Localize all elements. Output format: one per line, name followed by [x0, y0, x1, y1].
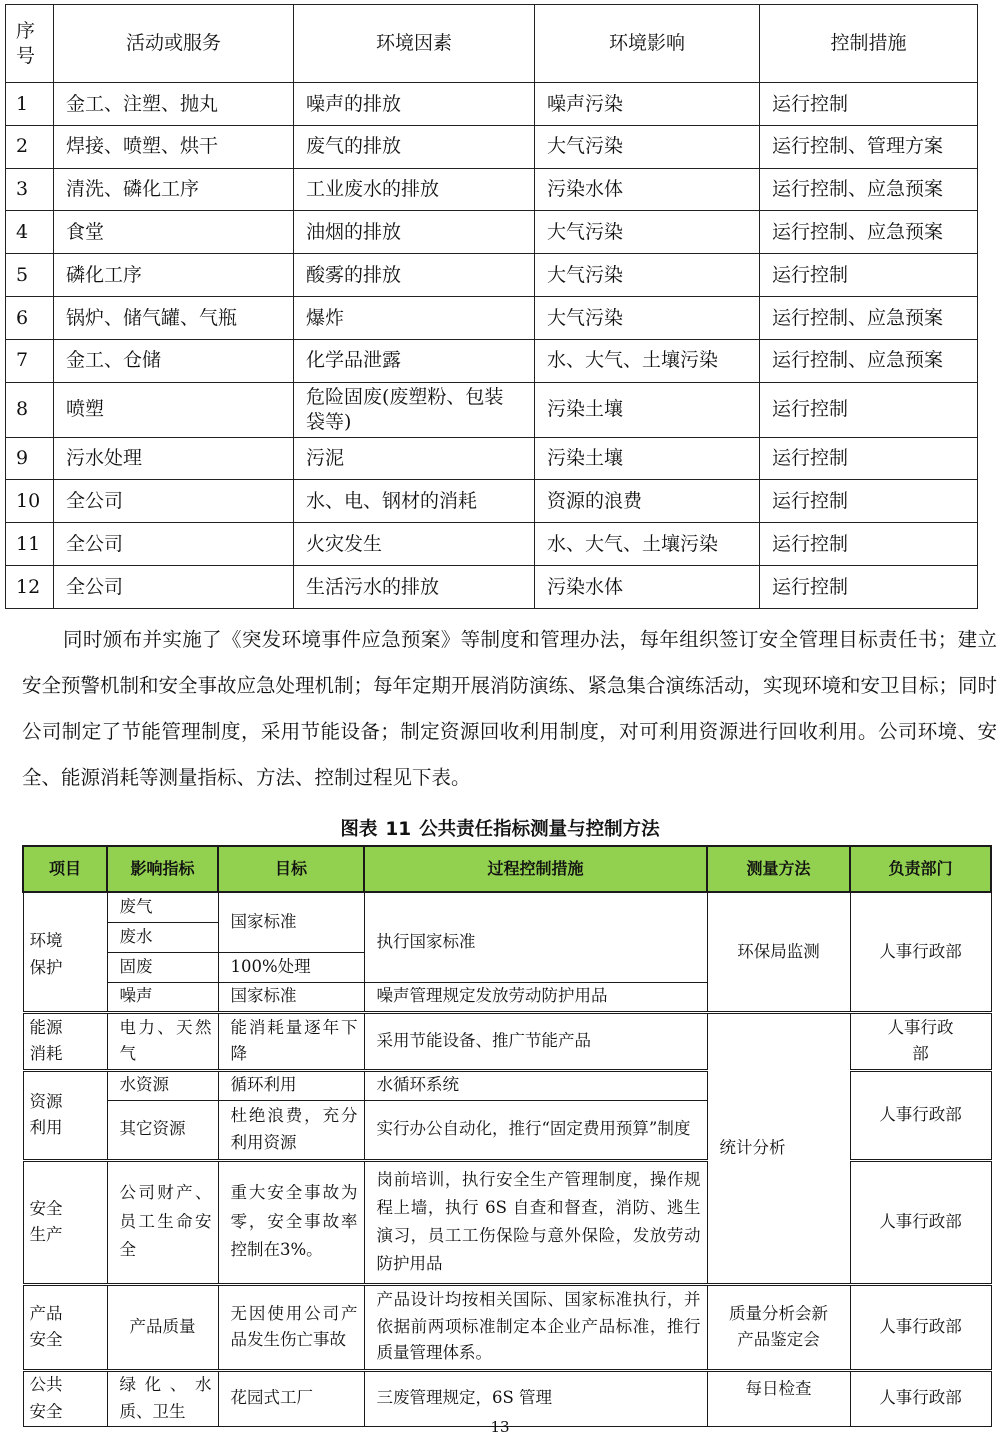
table-cell: 火灾发生 — [294, 523, 535, 566]
method-cell: 统计分析 — [707, 1012, 850, 1284]
table-cell: 4 — [6, 211, 54, 254]
project-cell: 安全生产 — [23, 1160, 107, 1284]
table-cell: 全公司 — [54, 480, 294, 523]
table-cell: 污泥 — [294, 437, 535, 480]
table-cell: 运行控制 — [760, 254, 978, 297]
dept-cell: 人事行政部 — [850, 1012, 991, 1070]
header-cell: 环境影响 — [535, 5, 760, 83]
table-cell: 运行控制、管理方案 — [760, 125, 978, 168]
target-cell: 重大安全事故为零，安全事故率控制在3%。 — [218, 1160, 364, 1284]
dept-cell: 人事行政部 — [850, 1070, 991, 1160]
table-cell: 工业废水的排放 — [294, 168, 535, 211]
header-cell: 控制措施 — [760, 5, 978, 83]
table-row — [6, 437, 978, 480]
table-cell: 水、大气、土壤污染 — [535, 339, 760, 382]
measure-cell: 实行办公自动化，推行“固定费用预算”制度 — [364, 1100, 707, 1160]
table-cell: 运行控制 — [760, 382, 978, 437]
indicator-cell: 噪声 — [107, 982, 218, 1012]
table-row — [23, 892, 991, 922]
dept-cell: 人事行政部 — [850, 892, 991, 1012]
table-row — [6, 296, 978, 339]
measure-cell: 岗前培训，执行安全生产管理制度，操作规程上墙，执行 6S 自查和督查，消防、逃生演习，员工工伤保险与意外保险，发放劳动防护用品 — [364, 1160, 707, 1284]
dept-cell: 人事行政部 — [850, 1370, 991, 1426]
table-cell: 1 — [6, 83, 54, 126]
target-cell: 无因使用公司产品发生伤亡事故 — [218, 1284, 364, 1370]
public-responsibility-table — [22, 845, 992, 1427]
table-cell: 危险固废(废塑粉、包装袋等) — [294, 382, 535, 437]
table-cell: 爆炸 — [294, 296, 535, 339]
table-cell: 化学品泄露 — [294, 339, 535, 382]
indicator-cell: 产品质量 — [107, 1284, 218, 1370]
table-row — [6, 523, 978, 566]
measure-cell: 产品设计均按相关国际、国家标准执行，并依据前两项标准制定本企业产品标准，推行质量管理体系。 — [364, 1284, 707, 1370]
caption-title: 公共责任指标测量与控制方法 — [419, 819, 660, 840]
table-cell: 油烟的排放 — [294, 211, 535, 254]
table-row — [6, 168, 978, 211]
table-cell: 6 — [6, 296, 54, 339]
figure-caption — [0, 815, 1000, 841]
table-cell: 生活污水的排放 — [294, 565, 535, 608]
table-cell: 运行控制 — [760, 83, 978, 126]
header-cell: 项目 — [23, 846, 107, 892]
caption-prefix: 图表 — [340, 819, 378, 840]
table-cell: 运行控制、应急预案 — [760, 211, 978, 254]
table-cell: 8 — [6, 382, 54, 437]
caption-number: 11 — [385, 819, 412, 840]
target-cell: 花园式工厂 — [218, 1370, 364, 1426]
project-cell: 环境保护 — [23, 892, 107, 1012]
table-cell: 废气的排放 — [294, 125, 535, 168]
target-cell: 杜绝浪费，充分利用资源 — [218, 1100, 364, 1160]
table-cell: 2 — [6, 125, 54, 168]
table-cell: 运行控制 — [760, 437, 978, 480]
table-cell: 金工、仓储 — [54, 339, 294, 382]
target-cell: 国家标准 — [218, 982, 364, 1012]
table-cell: 运行控制、应急预案 — [760, 168, 978, 211]
table-header-row — [6, 5, 978, 83]
table-cell: 运行控制、应急预案 — [760, 339, 978, 382]
table-header-row — [23, 846, 991, 892]
table-cell: 水、大气、土壤污染 — [535, 523, 760, 566]
indicator-cell: 固废 — [107, 952, 218, 982]
indicator-cell: 其它资源 — [107, 1100, 218, 1160]
table-cell: 污染水体 — [535, 565, 760, 608]
table-cell: 清洗、磷化工序 — [54, 168, 294, 211]
table-cell: 全公司 — [54, 523, 294, 566]
table-cell: 食堂 — [54, 211, 294, 254]
table-row — [6, 382, 978, 437]
table-cell: 大气污染 — [535, 211, 760, 254]
table-cell: 运行控制 — [760, 480, 978, 523]
table-cell: 运行控制、应急预案 — [760, 296, 978, 339]
measure-cell: 水循环系统 — [364, 1070, 707, 1100]
table-row — [6, 83, 978, 126]
table-cell: 大气污染 — [535, 125, 760, 168]
method-cell: 环保局监测 — [707, 892, 850, 1012]
header-cell: 影响指标 — [107, 846, 218, 892]
page-number: 13 — [490, 1418, 510, 1436]
indicator-cell: 电力、天然气 — [107, 1012, 218, 1070]
header-cell: 过程控制措施 — [364, 846, 707, 892]
table-cell: 资源的浪费 — [535, 480, 760, 523]
table-row — [23, 1284, 991, 1370]
target-cell: 循环利用 — [218, 1070, 364, 1100]
indicator-cell: 废气 — [107, 892, 218, 922]
table-cell: 污水处理 — [54, 437, 294, 480]
measure-cell: 三废管理规定，6S 管理 — [364, 1370, 707, 1426]
method-cell: 质量分析会新产品鉴定会 — [707, 1284, 850, 1370]
table-cell: 磷化工序 — [54, 254, 294, 297]
table-cell: 全公司 — [54, 565, 294, 608]
header-cell: 负责部门 — [850, 846, 991, 892]
table-cell: 噪声的排放 — [294, 83, 535, 126]
project-cell: 能源消耗 — [23, 1012, 107, 1070]
dept-cell: 人事行政部 — [850, 1284, 991, 1370]
header-cell: 序号 — [6, 5, 54, 83]
table-cell: 金工、注塑、抛丸 — [54, 83, 294, 126]
indicator-cell: 废水 — [107, 922, 218, 952]
project-cell: 资源利用 — [23, 1070, 107, 1160]
table-cell: 酸雾的排放 — [294, 254, 535, 297]
body-paragraph: 同时颁布并实施了《突发环境事件应急预案》等制度和管理办法，每年组织签订安全管理目标责任书；建立安全预警机制和安全事故应急处理机制；每年定期开展消防演练、紧急集合演练活动，实现环境和安卫目标；同时公司制定了节能管理制度，采用节能设备；制定资源回收利用制度，对可利用资源进行回收利用。公司环境、安全、能源消耗等测量指标、方法、控制过程见下表。 — [22, 628, 998, 789]
table-cell: 大气污染 — [535, 296, 760, 339]
table-row — [6, 211, 978, 254]
table-cell: 喷塑 — [54, 382, 294, 437]
table-body — [6, 83, 978, 609]
table-cell: 3 — [6, 168, 54, 211]
project-cell: 产品安全 — [23, 1284, 107, 1370]
table-cell: 锅炉、储气罐、气瓶 — [54, 296, 294, 339]
table-cell: 污染土壤 — [535, 382, 760, 437]
table-cell: 污染土壤 — [535, 437, 760, 480]
measure-cell: 采用节能设备、推广节能产品 — [364, 1012, 707, 1070]
table-cell: 焊接、喷塑、烘干 — [54, 125, 294, 168]
measure-cell: 执行国家标准 — [364, 892, 707, 982]
table-cell: 9 — [6, 437, 54, 480]
table-cell: 运行控制 — [760, 565, 978, 608]
table-cell: 12 — [6, 565, 54, 608]
indicator-cell: 公司财产、员工生命安全 — [107, 1160, 218, 1284]
table-cell: 7 — [6, 339, 54, 382]
table-cell: 11 — [6, 523, 54, 566]
table-row — [6, 480, 978, 523]
target-cell: 能消耗量逐年下降 — [218, 1012, 364, 1070]
environment-factors-table — [5, 4, 978, 609]
header-cell: 环境因素 — [294, 5, 535, 83]
header-cell: 测量方法 — [707, 846, 850, 892]
table-row — [23, 1012, 991, 1070]
dept-cell: 人事行政部 — [850, 1160, 991, 1284]
table-row — [6, 339, 978, 382]
indicator-cell: 水资源 — [107, 1070, 218, 1100]
header-cell: 目标 — [218, 846, 364, 892]
method-cell: 每日检查 — [707, 1370, 850, 1426]
table-cell: 噪声污染 — [535, 83, 760, 126]
indicator-cell: 绿化、水质、卫生 — [107, 1370, 218, 1426]
table-cell: 大气污染 — [535, 254, 760, 297]
table-cell: 水、电、钢材的消耗 — [294, 480, 535, 523]
measure-cell: 噪声管理规定发放劳动防护用品 — [364, 982, 707, 1012]
table-cell: 运行控制 — [760, 523, 978, 566]
target-cell: 100%处理 — [218, 952, 364, 982]
table-cell: 污染水体 — [535, 168, 760, 211]
project-cell: 公共安全 — [23, 1370, 107, 1426]
table-cell: 5 — [6, 254, 54, 297]
table-row — [6, 254, 978, 297]
header-cell: 活动或服务 — [54, 5, 294, 83]
table-row — [6, 565, 978, 608]
table-cell: 10 — [6, 480, 54, 523]
table-row — [6, 125, 978, 168]
target-cell: 国家标准 — [218, 892, 364, 952]
